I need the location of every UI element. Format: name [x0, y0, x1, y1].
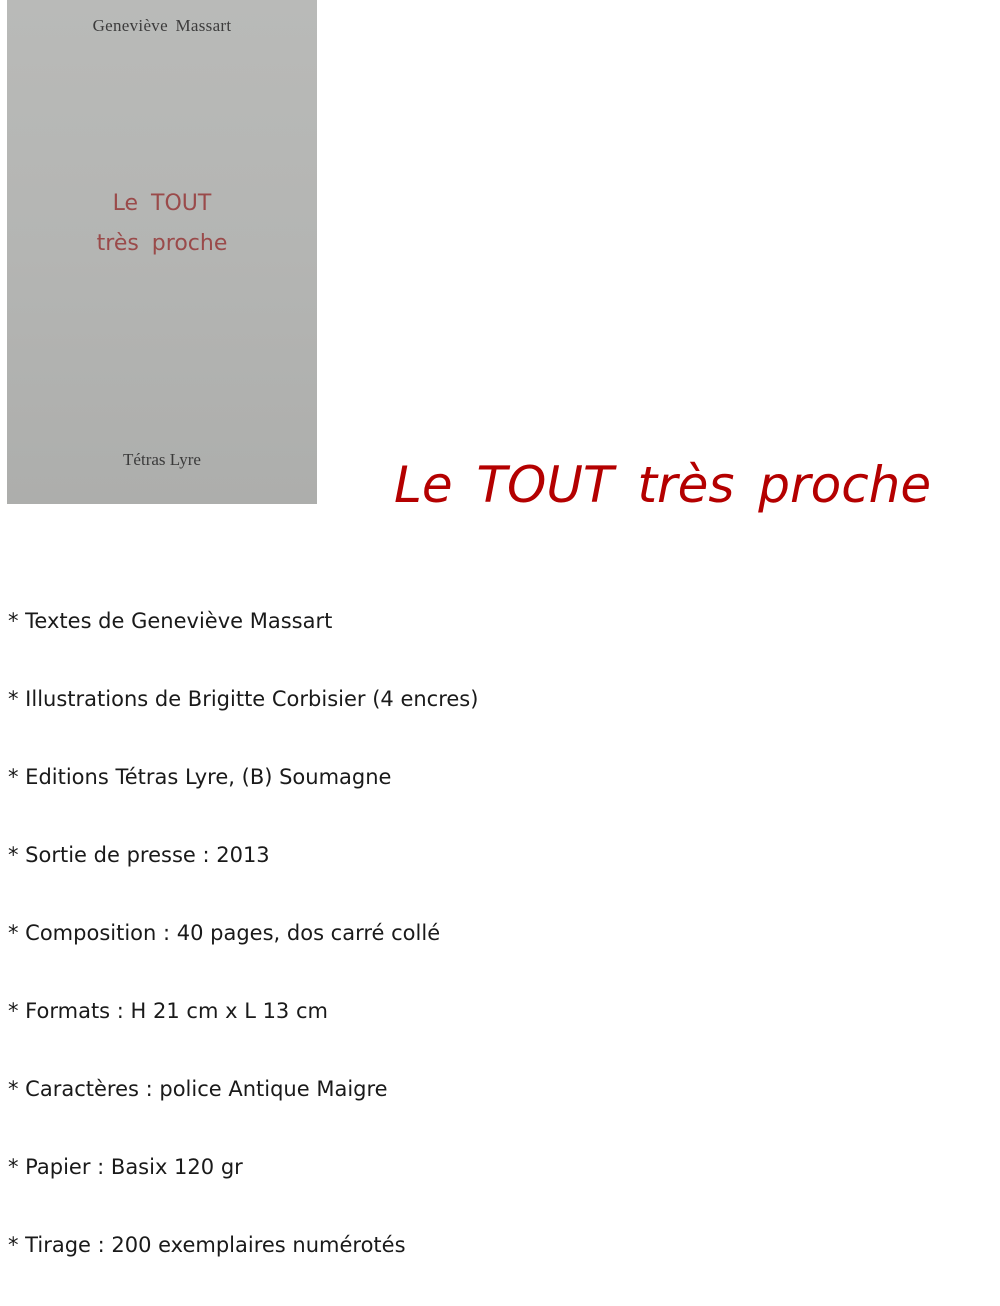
cover-title: [7, 184, 317, 264]
book-title: Le TOUT très proche: [394, 456, 932, 514]
book-cover-image: [7, 0, 317, 504]
detail-typeface: * Caractères : police Antique Maigre: [8, 1077, 388, 1101]
cover-title-line-2: très proche: [96, 231, 228, 256]
detail-formats: * Formats : H 21 cm x L 13 cm: [8, 999, 328, 1023]
detail-release: * Sortie de presse : 2013: [8, 843, 270, 867]
detail-publisher: * Editions Tétras Lyre, (B) Soumagne: [8, 765, 392, 789]
detail-illustrations: * Illustrations de Brigitte Corbisier (4 encres): [8, 687, 479, 711]
detail-print-run: * Tirage : 200 exemplaires numérotés: [8, 1233, 406, 1257]
detail-texts: * Textes de Geneviève Massart: [8, 609, 333, 633]
cover-title-line-1: Le TOUT: [112, 191, 212, 216]
cover-publisher: Tétras Lyre: [123, 450, 201, 469]
cover-author: Geneviève Massart: [92, 16, 232, 35]
book-details-list: [8, 604, 478, 1306]
detail-paper: * Papier : Basix 120 gr: [8, 1155, 243, 1179]
detail-composition: * Composition : 40 pages, dos carré collé: [8, 921, 441, 945]
